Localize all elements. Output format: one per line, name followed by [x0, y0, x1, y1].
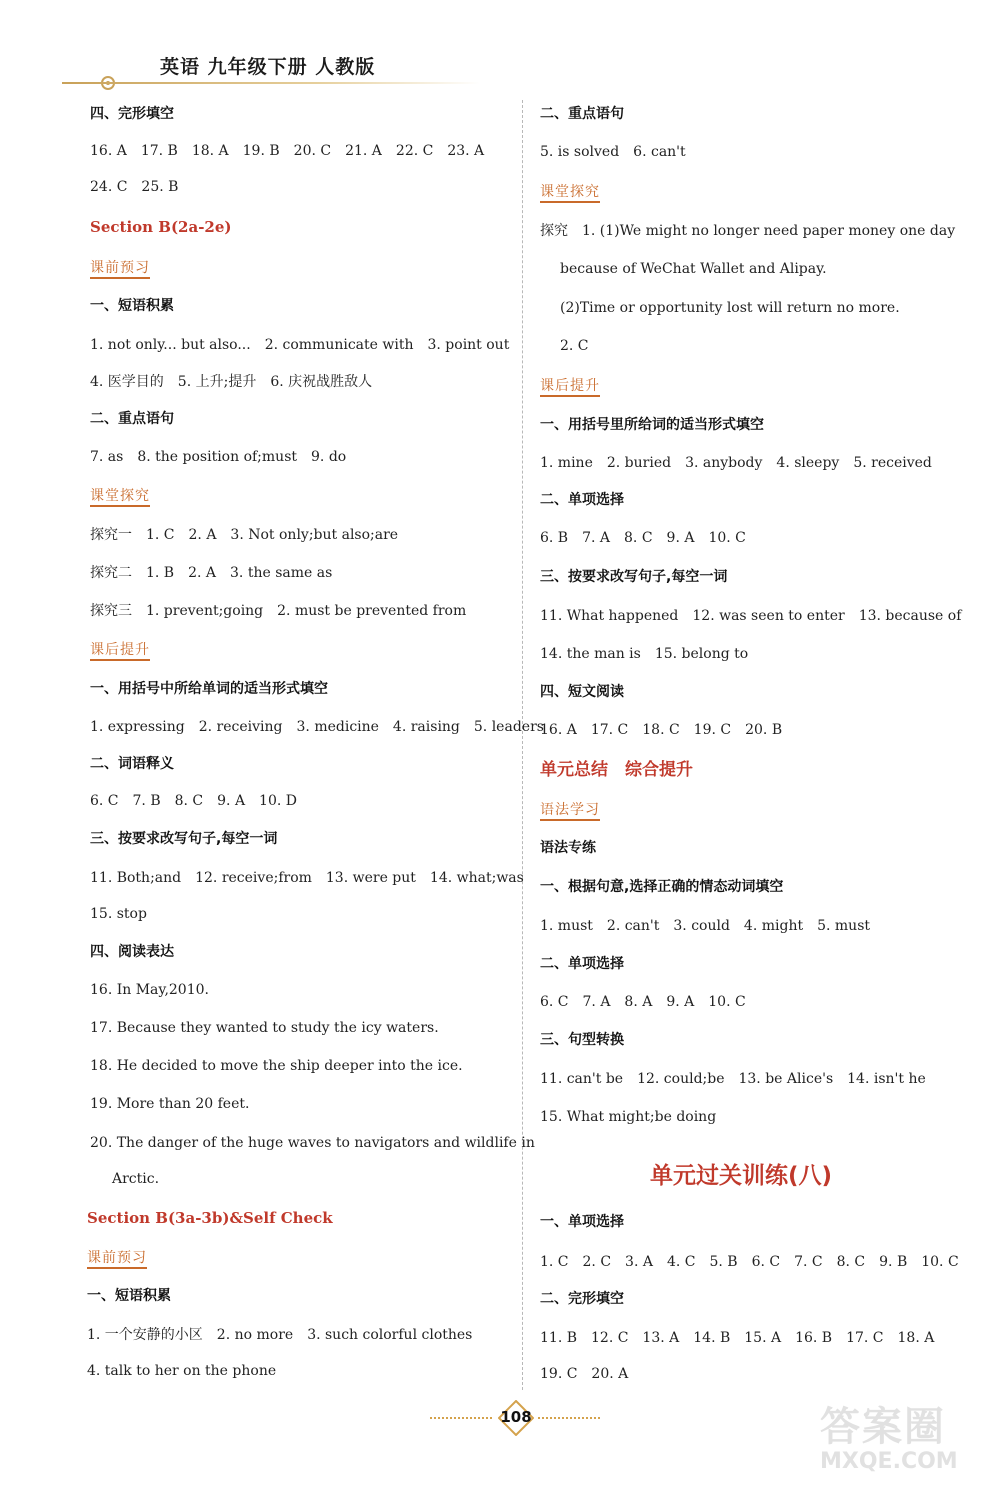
book-title: 英语 九年级下册 人教版 — [160, 56, 376, 78]
answer-line: Arctic. — [112, 1171, 160, 1187]
answer-line: 11. Both;and 12. receive;from 13. were put 14. what;was — [90, 870, 524, 886]
heading-grammar-practice: 语法专练 — [540, 840, 596, 856]
footer-dots-right — [538, 1417, 600, 1419]
tag-grammar: 语法学习 — [540, 802, 600, 821]
answer-line: 15. What might;be doing — [540, 1109, 717, 1125]
answer-line: 探究 1. (1)We might no longer need paper money one day — [540, 223, 956, 239]
heading-word-meaning: 二、词语释义 — [90, 756, 174, 772]
heading-key-sentences: 二、重点语句 — [90, 411, 174, 427]
heading-rewrite: 三、按要求改写句子,每空一词 — [90, 831, 278, 847]
heading-reading: 四、阅读表达 — [90, 944, 174, 960]
answer-line: 15. stop — [90, 906, 147, 922]
answer-line: because of WeChat Wallet and Alipay. — [560, 261, 827, 277]
section-title: Section B(2a-2e) — [90, 218, 232, 236]
answer-line: 14. the man is 15. belong to — [540, 646, 749, 662]
answer-line: 5. is solved 6. can't — [540, 144, 686, 160]
watermark-text: 答案圈 — [820, 1404, 946, 1450]
heading-single-choice: 一、单项选择 — [540, 1214, 624, 1230]
heading-single-choice: 二、单项选择 — [540, 956, 624, 972]
answer-line: 16. A 17. B 18. A 19. B 20. C 21. A 22. C 23. A — [90, 143, 485, 159]
heading-rewrite: 三、按要求改写句子,每空一词 — [540, 569, 728, 585]
answer-line: 1. C 2. C 3. A 4. C 5. B 6. C 7. C 8. C 9. B 10. C — [540, 1254, 959, 1270]
heading-transformation: 三、句型转换 — [540, 1032, 624, 1048]
heading-phrases: 一、短语积累 — [87, 1288, 171, 1304]
answer-line: 探究三 1. prevent;going 2. must be prevented from — [90, 603, 467, 619]
tag-preview: 课前预习 — [90, 260, 150, 279]
answer-line: 2. C — [560, 338, 589, 354]
answer-line: 探究二 1. B 2. A 3. the same as — [90, 565, 333, 581]
answer-line: 1. expressing 2. receiving 3. medicine 4. raising 5. leaders — [90, 719, 544, 735]
answer-line: 4. talk to her on the phone — [87, 1363, 277, 1379]
heading-short-reading: 四、短文阅读 — [540, 684, 624, 700]
answer-line: 11. can't be 12. could;be 13. be Alice's 14. isn't he — [540, 1071, 926, 1087]
tag-classroom: 课堂探究 — [540, 184, 600, 203]
answer-line: 16. A 17. C 18. C 19. C 20. B — [540, 722, 783, 738]
answer-line: 7. as 8. the position of;must 9. do — [90, 449, 347, 465]
footer-dots-left — [430, 1417, 492, 1419]
answer-line: (2)Time or opportunity lost will return no more. — [560, 300, 900, 316]
answer-line: 1. must 2. can't 3. could 4. might 5. must — [540, 918, 871, 934]
answer-line: 19. C 20. A — [540, 1366, 629, 1382]
heading-cloze: 二、完形填空 — [540, 1291, 624, 1307]
heading-fill-in: 一、用括号里所给词的适当形式填空 — [540, 417, 764, 433]
column-divider — [522, 100, 523, 1390]
answer-line: 1. 一个安静的小区 2. no more 3. such colorful clothes — [87, 1327, 473, 1343]
tag-classroom: 课堂探究 — [90, 488, 150, 507]
tag-preview: 课前预习 — [87, 1250, 147, 1269]
answer-line: 24. C 25. B — [90, 179, 179, 195]
answer-line: 18. He decided to move the ship deeper into the ice. — [90, 1058, 463, 1074]
heading-key-sentences: 二、重点语句 — [540, 106, 624, 122]
answer-line: 4. 医学目的 5. 上升;提升 6. 庆祝战胜敌人 — [90, 374, 373, 390]
answer-line: 19. More than 20 feet. — [90, 1096, 250, 1112]
page-number: 108 — [500, 1408, 532, 1426]
answer-line: 11. What happened 12. was seen to enter 13. because of — [540, 608, 962, 624]
heading-modal-verbs: 一、根据句意,选择正确的情态动词填空 — [540, 879, 784, 895]
unit-test-title: 单元过关训练(八) — [650, 1163, 833, 1189]
answer-line: 1. mine 2. buried 3. anybody 4. sleepy 5. received — [540, 455, 932, 471]
page-header — [60, 48, 480, 98]
tag-after-class: 课后提升 — [90, 642, 150, 661]
tag-after-class: 课后提升 — [540, 378, 600, 397]
watermark-logo — [820, 1395, 990, 1480]
heading-fill-in: 一、用括号中所给单词的适当形式填空 — [90, 681, 328, 697]
heading-cloze: 四、完形填空 — [90, 106, 174, 122]
answer-line: 1. not only... but also... 2. communicate with 3. point out — [90, 337, 510, 353]
answer-line: 6. C 7. B 8. C 9. A 10. D — [90, 793, 297, 809]
answer-line: 6. B 7. A 8. C 9. A 10. C — [540, 530, 746, 546]
answer-line: 20. The danger of the huge waves to navigators and wildlife in — [90, 1135, 535, 1151]
section-title: Section B(3a-3b)&Self Check — [87, 1209, 333, 1227]
watermark-url: MXQE.COM — [820, 1449, 958, 1474]
answer-line: 11. B 12. C 13. A 14. B 15. A 16. B 17. C 18. A — [540, 1330, 935, 1346]
answer-line: 6. C 7. A 8. A 9. A 10. C — [540, 994, 746, 1010]
answer-line: 17. Because they wanted to study the icy waters. — [90, 1020, 439, 1036]
answer-line: 16. In May,2010. — [90, 982, 209, 998]
heading-phrases: 一、短语积累 — [90, 298, 174, 314]
page-number-badge — [498, 1400, 534, 1436]
header-rule — [70, 82, 480, 84]
heading-single-choice: 二、单项选择 — [540, 492, 624, 508]
page-footer — [430, 1398, 600, 1438]
answer-line: 探究一 1. C 2. A 3. Not only;but also;are — [90, 527, 399, 543]
unit-summary-title: 单元总结 综合提升 — [540, 760, 693, 780]
